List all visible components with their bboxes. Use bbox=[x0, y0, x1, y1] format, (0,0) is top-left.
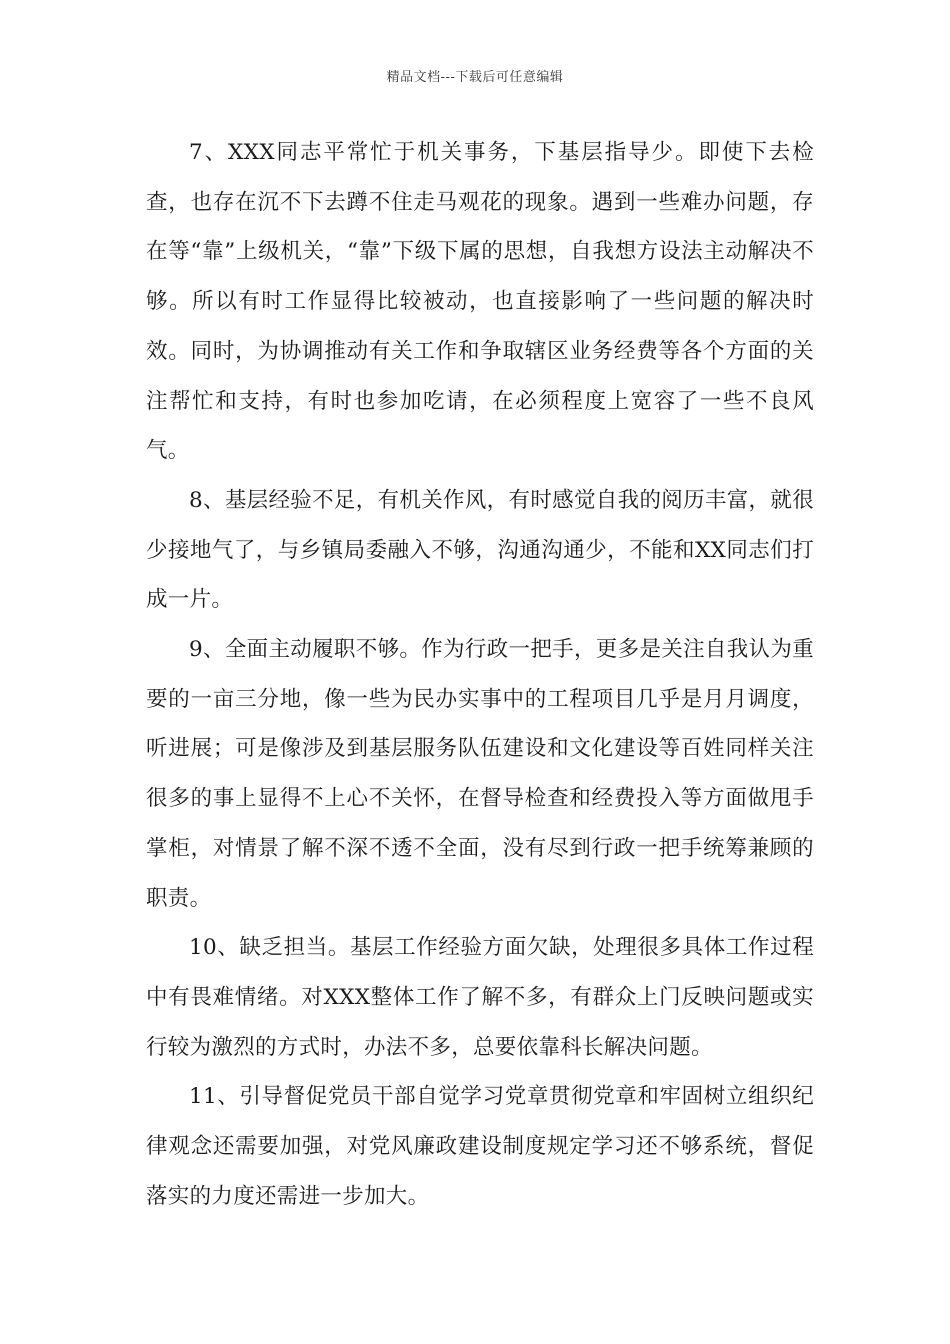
paragraph-item-11: 11、引导督促党员干部自觉学习党章贯彻党章和牢固树立组织纪律观念还需要加强，对党风廉政建设制度规定学习还不够系统，督促落实的力度还需进一步加大。 bbox=[146, 1084, 814, 1209]
paragraph-item-10: 10、缺乏担当。基层工作经验方面欠缺，处理很多具体工作过程中有畏难情绪。对XXX整体工作了解不多，有群众上门反映问题或实行较为激烈的方式时，办法不多，总要依靠科长解决问题。 bbox=[146, 935, 814, 1060]
document-body bbox=[146, 128, 814, 1221]
paragraph-item-8: 8、基层经验不足，有机关作风，有时感觉自我的阅历丰富，就很少接地气了，与乡镇局委融入不够，沟通沟通少，不能和XX同志们打成一片。 bbox=[146, 487, 814, 613]
paragraph-item-9: 9、全面主动履职不够。作为行政一把手，更多是关注自我认为重要的一亩三分地，像一些为民办实事中的工程项目几乎是月月调度，听进展；可是像涉及到基层服务队伍建设和文化建设等百姓同样关注很多的事上显得不上心不关怀，在督导检查和经费投入等方面做甩手掌柜，对情景了解不深不透不全面，没有尽到行政一把手统筹兼顾的职责。 bbox=[146, 637, 814, 911]
paragraph-item-7: 7、XXX同志平常忙于机关事务，下基层指导少。即使下去检查，也存在沉不下去蹲不住走马观花的现象。遇到一些难办问题，存在等“靠”上级机关，“靠”下级下属的思想，自我想方设法主动解决不够。所以有时工作显得比较被动，也直接影响了一些问题的解决时效。同时，为协调推动有关工作和争取辖区业务经费等各个方面的关注帮忙和支持，有时也参加吃请，在必须程度上宽容了一些不良风气。 bbox=[146, 140, 814, 464]
page-header: 精品文档---下载后可任意编辑 bbox=[386, 70, 564, 85]
